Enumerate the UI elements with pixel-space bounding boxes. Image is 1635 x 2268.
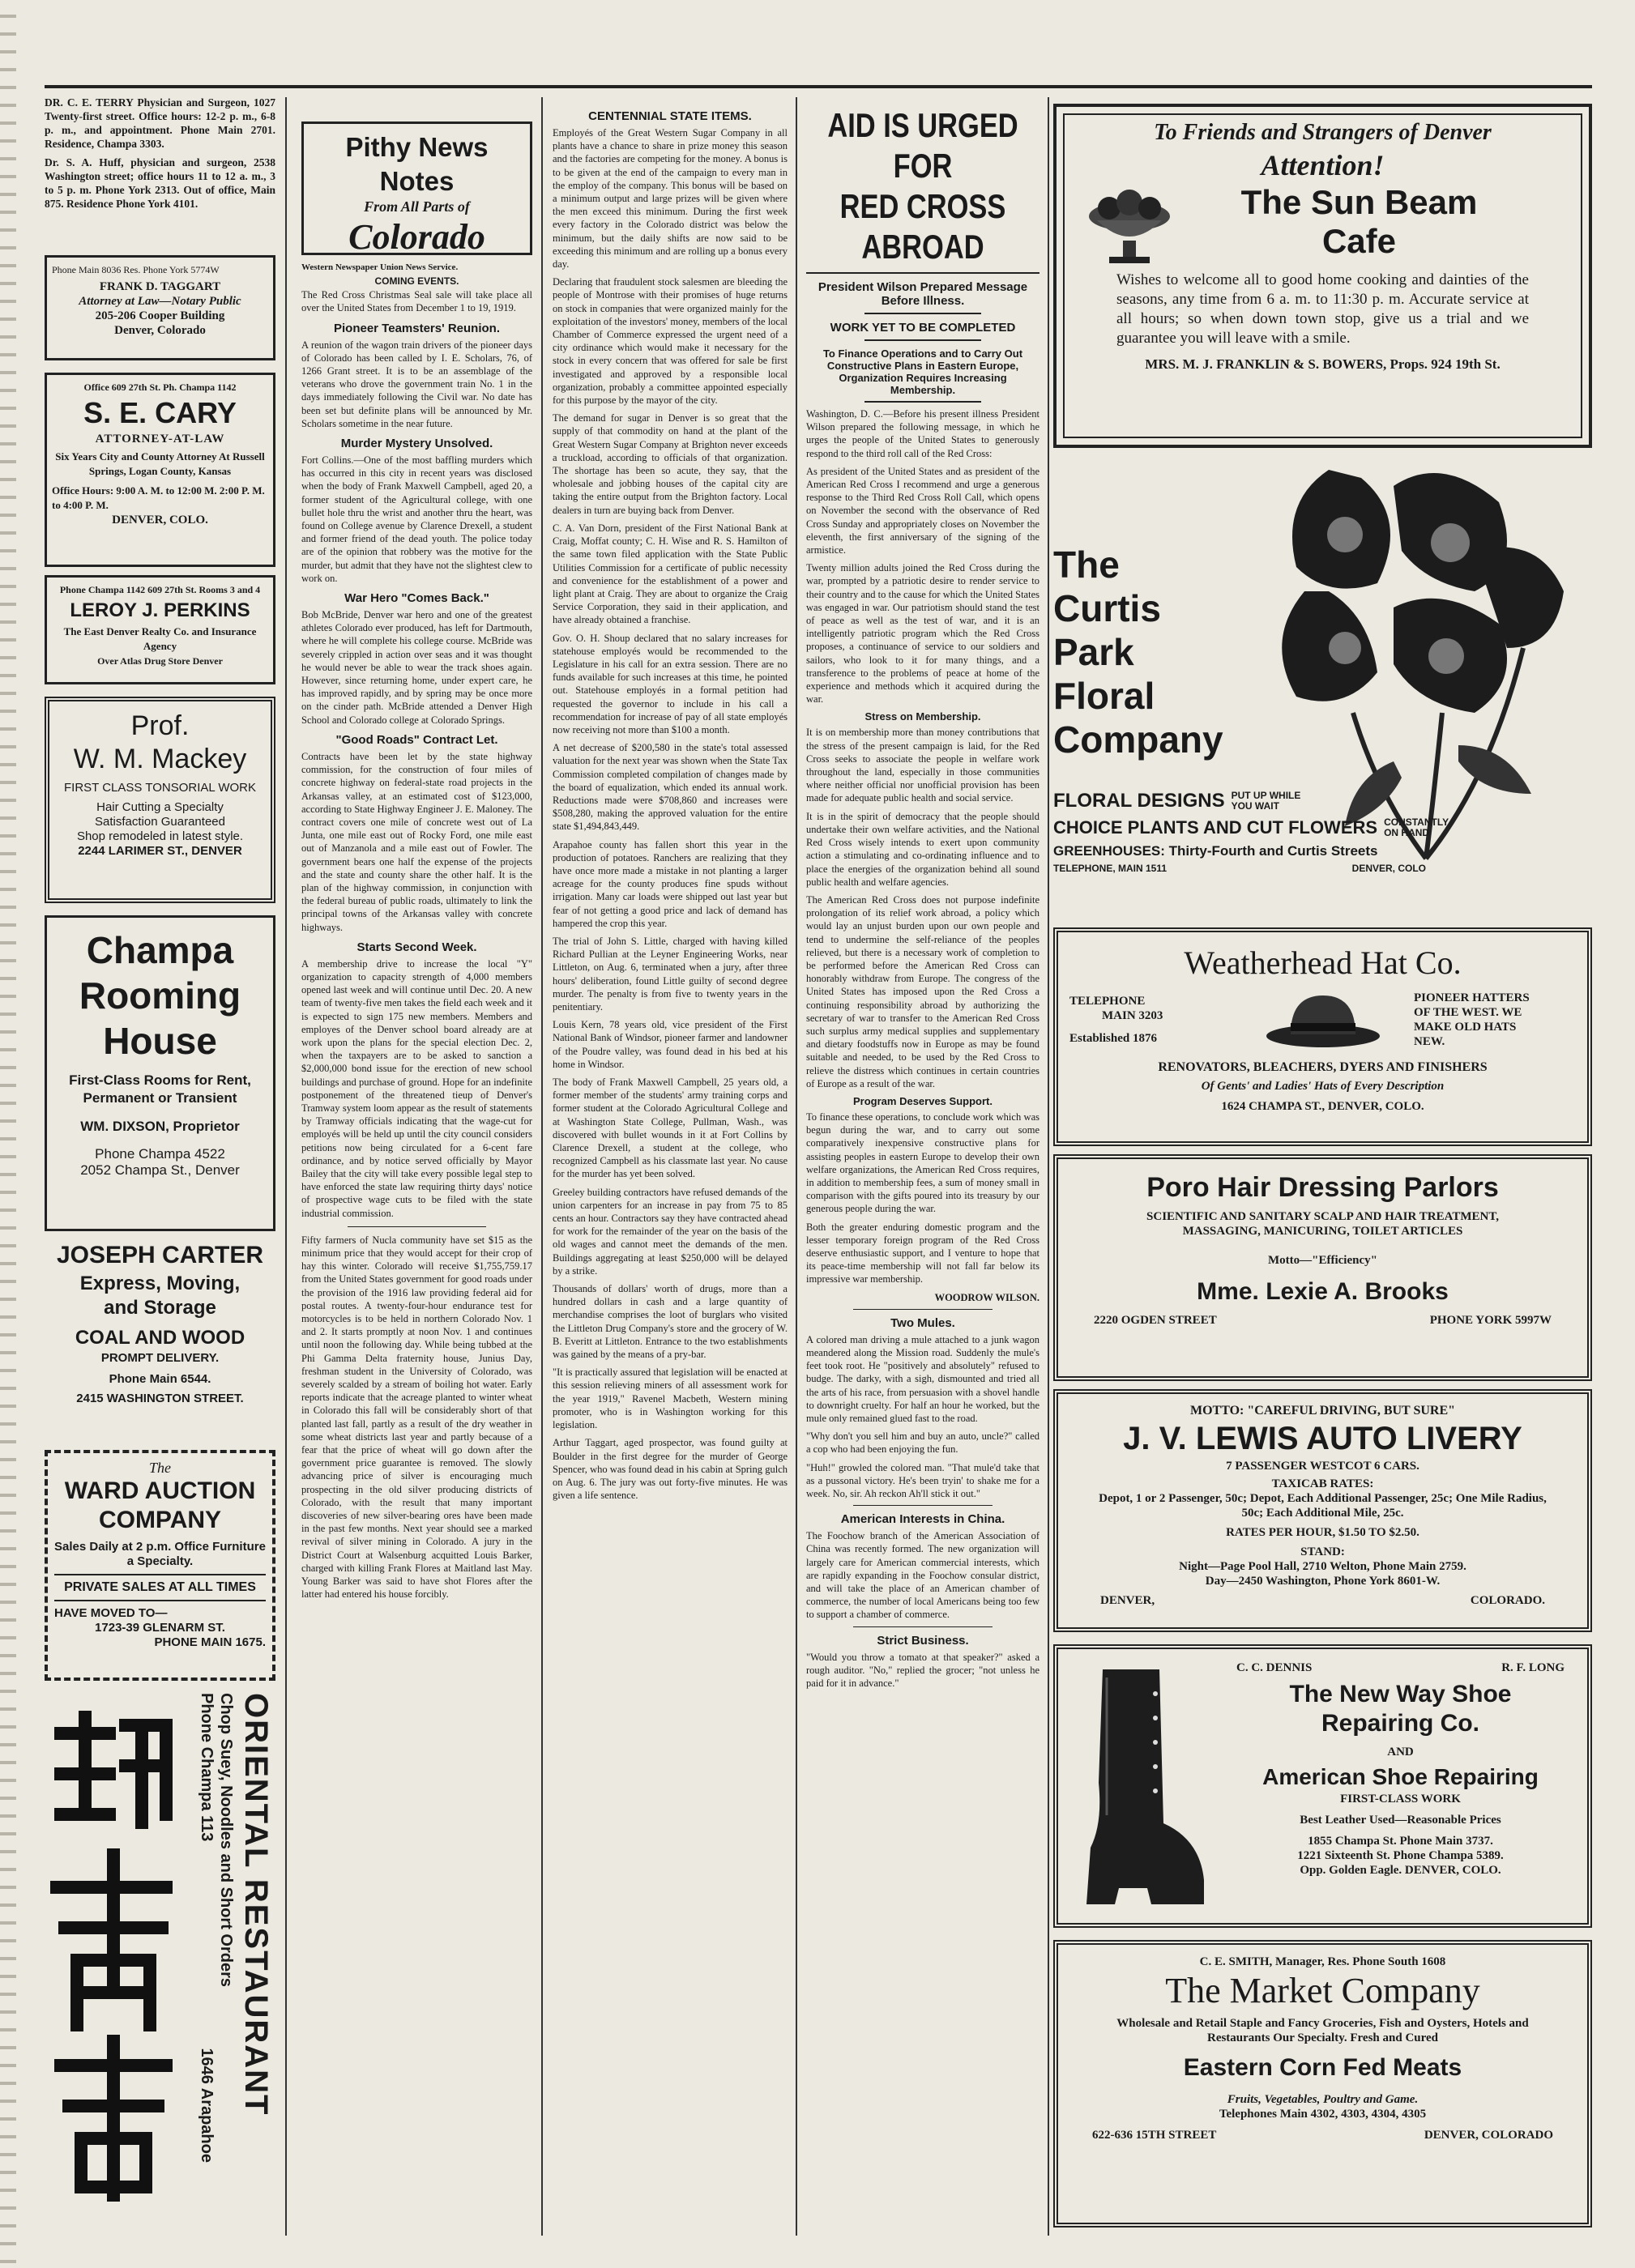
weatherhead-tel2: MAIN 3203	[1102, 1009, 1163, 1022]
story-divider	[348, 1226, 486, 1227]
story-divider	[853, 1309, 993, 1310]
weatherhead-hat-ad	[1053, 927, 1592, 1146]
lewis-l4: RATES PER HOUR, $1.50 TO $2.50.	[1226, 1526, 1419, 1539]
cary-city: DENVER, COLO.	[112, 514, 208, 526]
lewis-l5: STAND:	[1300, 1545, 1345, 1558]
weatherhead-est: Established 1876	[1069, 1032, 1157, 1045]
curtis-n3: Park	[1053, 631, 1134, 673]
ward-line2: PRIVATE SALES AT ALL TIMES	[64, 1580, 256, 1594]
shoe-text	[1220, 1660, 1581, 1878]
mackey-line1: FIRST CLASS TONSORIAL WORK	[64, 781, 256, 795]
lewis-city2: COLORADO.	[1470, 1594, 1545, 1607]
story-divider	[853, 1626, 993, 1627]
carter-line2: and Storage	[104, 1297, 216, 1319]
two-mules-p3: "Huh!" growled the colored man. "That mule'd take that as a pussonal victory. He's been tryin' to shake me for a week. No, sir. Ah reckon Ah'll stick it out."	[806, 1461, 1039, 1500]
weatherhead-r2: OF THE WEST. WE	[1414, 1006, 1522, 1019]
curtis-n4: Floral	[1053, 675, 1155, 717]
market-address: 622-636 15TH STREET	[1092, 2129, 1217, 2142]
curtis-n2: Curtis	[1053, 587, 1161, 629]
redcross-sub2: WORK YET TO BE COMPLETED	[830, 321, 1016, 335]
carter-card	[45, 1239, 275, 1438]
redcross-title2: RED CROSS ABROAD	[839, 187, 1006, 266]
centennial-p13: "It is practically assured that legislation will be enacted at this session relieving miners of all assessment work for the year 1919," Ravenel Macbeth, Western mining promoter, who is in Washington working for this legislation.	[553, 1366, 788, 1431]
shoe-name1: The New Way Shoe	[1289, 1681, 1512, 1707]
centennial-p7: Arapahoe county has fallen short this year in the production of potatoes. Ranchers are realizing that they have once more made a mistake in not planting a larger acreage for the county produces fine spuds without irrigation. Many car loads were shipped out last year but fear of not getting a good price and lack of demand has hampered the crop this year.	[553, 838, 788, 929]
weatherhead-l1: RENOVATORS, BLEACHERS, DYERS AND FINISHERS	[1158, 1060, 1488, 1074]
mackey-card	[45, 697, 275, 903]
market-l1: Wholesale and Retail Staple and Fancy Groceries, Fish and Oysters, Hotels and Restaurants Our Specialty. Fresh and Cured	[1116, 2017, 1529, 2044]
ward-line1: Sales Daily at 2 p.m. Office Furniture a Specialty.	[54, 1540, 266, 1568]
murder-story: Fort Collins.—One of the most baffling murders which has occurred in this city in recent years was disclosed when the body of Frank Maxwell Campbell, aged 20, a former student of the Agricultural college, with one bullet hole thru the wrist and another thru the heart, was found on College avenue by Clarence Drexell, a student and former friend of the dead youth. The police today are of the opinion that robbery was the motive for the murder, but admit that they have not the slightest clew to work on.	[301, 454, 532, 584]
curtis-n1: The	[1053, 544, 1120, 586]
market-l4: Telephones Main 4302, 4303, 4304, 4305	[1219, 2108, 1427, 2121]
centennial-p1: Employés of the Great Western Sugar Company in all plants have a chance to share in prize money this season and the factories are competing for the money. A bonus is to be given at the end of the campaign to every man in the employ of the company. This bonus will be based on a minimum output and large prizes will be given where the men exceed this minimum. During the first week every factory in the Colorado district was below the minimum, but the daily shifts are now said to be exceeding this minimum and are rolling up a bonus every day.	[553, 127, 788, 271]
war-hero-story: Bob McBride, Denver war hero and one of the greatest athletes Colorado ever produced, has left for Dartmouth, where he will complete his college course. McBride was severely crippled in action over seas and it was thought he would never be able to wear the track shoes again. However, since returning home, under expert care, he has improved rapidly, and by spring may be once more on the cinder path. McBride attended a Denver High School and Colorado college at Colorado Springs.	[301, 609, 532, 726]
market-l2: Eastern Corn Fed Meats	[1183, 2054, 1462, 2081]
poro-name: Poro Hair Dressing Parlors	[1146, 1172, 1499, 1203]
redcross-p5: It is in the spirit of democracy that the people should undertake their own welfare activities, and the National Red Cross wisely intends to exert upon community action a stimulating and co-ordinating influence and to place the energies of the organization behind all sound public health and welfare agencies.	[806, 810, 1039, 888]
column-rule	[796, 97, 797, 2236]
champa-address: 2052 Champa St., Denver	[80, 1162, 240, 1178]
centennial-p4: C. A. Van Dorn, president of the First National Bank at Craig, Moffat county; C. H. Wise and R. S. Hamilton of the same town filed application with the State Public Utilities Commission for a certificate of public necessity and convenience for the establishment of a power and light plant at Craig. They are about to organize the Craig Service Corporation, they said in their application, and have already obtained a franchise.	[553, 522, 788, 626]
lewis-l7: Day—2450 Washington, Phone York 8601-W.	[1205, 1575, 1441, 1588]
shoe-l1: FIRST-CLASS WORK	[1340, 1793, 1461, 1805]
redcross-p6: The American Red Cross does not purpose indefinite prolongation of its relief work abroad, a policy which would lay an unjust burden upon our own people and tend to undermine the self-reliance of the peoples relieved, but there is a necessary work of completion to be performed before the American Red Cross can honorably withdraw from Europe. The congress of the United States has imposed upon the Red Cross a continuing responsibility abroad by authorizing the secretary of war to transfer to the American Red Cross such surplus army medical supplies and supplementary and dietary foodstuffs now in Europe as may be found suitable and needed, to be used by the Red Cross to relieve the distress which continues in certain countries of Europe as a result of the war.	[806, 893, 1039, 1089]
news-service: Western Newspaper Union News Service.	[301, 262, 459, 272]
oriental-vertical-text	[154, 1693, 275, 2163]
centennial-p5: Gov. O. H. Shoup declared that no salary increases for statehouse employés would be recommended to the Legislature in his call for an extra session. There are no funds available for such increases at this time, he pointed out. Statehouse employés in a formal petition had requested the governor to include in his call a recommendation for increase of pay of all state employés now receiving not more than $100 a month.	[553, 632, 788, 735]
coming-events-head: COMING EVENTS.	[374, 275, 459, 288]
oriental-address: 1646 Arapahoe	[198, 2048, 216, 2163]
market-city: DENVER, COLORADO	[1424, 2129, 1553, 2142]
taggart-card	[45, 255, 275, 360]
mackey-line3: Satisfaction Guaranteed	[95, 815, 225, 829]
champa-rooming-card	[45, 915, 275, 1231]
redcross-sub3: To Finance Operations and to Carry Out Constructive Plans in Eastern Europe, Organization Requires Increasing Membership.	[822, 347, 1023, 396]
redcross-title	[827, 105, 1018, 267]
sunbeam-body: Wishes to welcome all to good home cooking and dainties of the seasons, any time from 6 a. m. to 11:30 p. m. Accurate service at all hours; so when down town stop, give us a trial and we guarantee you will leave with a smile.	[1116, 271, 1529, 347]
pithy-subtitle: From All Parts of	[364, 198, 470, 215]
champa-phone: Phone Champa 4522	[95, 1146, 225, 1162]
perkins-name: LEROY J. PERKINS	[70, 599, 250, 621]
centennial-p2: Declaring that fraudulent stock salesmen are bleeding the people of Montrose with their promises of huge returns on stock in companies that were organized mainly for the exploitation of the investors' money, members of the local Chamber of Commerce expressed the urgent need of a city ordinance which would make it necessary for the stock in every concern that was offered for sale be first investigated and approved by a responsible local organization, probably a committee appointed especially for this purpose by the mayor of the city.	[553, 276, 788, 407]
carter-line3: COAL AND WOOD	[75, 1327, 245, 1349]
mackey-line2: Hair Cutting a Specialty	[96, 800, 224, 814]
redcross-p1: Washington, D. C.—Before his present illness President Wilson prepared the following message, in which he urges the people of the United States to generously respond to the third roll call of the Red Cross:	[806, 408, 1039, 459]
column-rule	[1048, 97, 1049, 2236]
lewis-auto-livery-ad	[1053, 1389, 1592, 1632]
shoe-name3: American Shoe Repairing	[1262, 1764, 1539, 1789]
weatherhead-r3: MAKE OLD HATS	[1414, 1021, 1517, 1034]
carter-phone: Phone Main 6544.	[109, 1372, 211, 1386]
new-way-shoe-ad	[1053, 1644, 1592, 1928]
two-mules-p2: "Why don't you sell him and buy an auto, uncle?" called a cop who had been enjoying the fun.	[806, 1430, 1039, 1456]
shoe-address3: Opp. Golden Eagle. DENVER, COLO.	[1300, 1864, 1501, 1877]
program-head: Program Deserves Support.	[853, 1094, 993, 1107]
centennial-p12: Thousands of dollars' worth of drugs, more than a hundred dollars in cash and a large quantity of merchandise comprises the loot of burglars who visited the Littleton Drug Company's store and the grocery of W. B. Everitt at Littleton. Entrance to the two establishments was gained by the means of a pry-bar.	[553, 1283, 788, 1361]
curtis-city: DENVER, COLO	[1351, 863, 1426, 874]
shoe-address1: 1855 Champa St. Phone Main 3737.	[1308, 1835, 1493, 1848]
redcross-p7: To finance these operations, to conclude work which was begun during the war, and to carry out some comparatively inexpensive constructive plans for assisting peoples in eastern Europe to develop their own welfare organizations, the American Red Cross requires, in addition to membership fees, a sum of money small in comparison with the gifts poured into its treasury by our generous people during the war.	[806, 1111, 1039, 1215]
good-roads-story: Contracts have been let by the state highway commission, for the construction of four miles of concrete highway on federal-state road projects in the Arkansas valley, at an estimated cost of $123,000, according to State Highway Engineer J. E. Maloney. The contract covers one mile of concrete west out of La Junta, one mile east out of Rocky Ford, one mile east out of Manzanola and a mile east out of Fowler. The government bears one half the expense of the projects and the state and county share the other half. It is the plan of the highway commission, in conjunction with the federal bureau of public roads, ultimately to link the principal towns of the Arkansas valley with concrete highways.	[301, 750, 532, 933]
carter-name: JOSEPH CARTER	[56, 1242, 264, 1268]
lewis-l6: Night—Page Pool Hall, 2710 Welton, Phone Main 2759.	[1179, 1560, 1466, 1573]
centennial-title: CENTENNIAL STATE ITEMS.	[588, 109, 752, 123]
curtis-l1b: PUT UP WHILE YOU WAIT	[1231, 790, 1301, 812]
market-top: C. E. SMITH, Manager, Res. Phone South 1608	[1199, 1955, 1446, 1968]
centennial-p14: Arthur Taggart, aged prospector, was found guilty at Boulder in the first degree for the murder of George Spencer, who was found dead in his cabin at Spring gulch on Aug. 6. The jury was out forty-five minutes. He was given a life sentence.	[553, 1437, 788, 1502]
pithy-title: Pithy News Notes	[345, 132, 489, 196]
ward-address: 1723-39 GLENARM ST.	[95, 1621, 225, 1635]
murder-head: Murder Mystery Unsolved.	[340, 437, 493, 451]
membership-head: Stress on Membership.	[864, 710, 981, 723]
lewis-name: J. V. LEWIS AUTO LIVERY	[1123, 1421, 1522, 1456]
curtis-n5: Company	[1053, 718, 1223, 761]
terry-card: DR. C. E. TERRY Physician and Surgeon, 1027 Twenty-first street. Office hours: 12-2 p. m., 6-8 p. m., and appointment. Phone Main 2701. Residence, Champa 3303.	[45, 96, 275, 150]
curtis-l1: FLORAL DESIGNS	[1053, 790, 1225, 812]
shoe-owner1: C. C. DENNIS	[1236, 1661, 1313, 1674]
ward-line3: HAVE MOVED TO—	[54, 1606, 168, 1620]
weatherhead-r4: NEW.	[1414, 1035, 1445, 1048]
ward-phone: PHONE MAIN 1675.	[154, 1635, 266, 1649]
oriental-restaurant-ad	[45, 1693, 275, 2228]
weatherhead-l2: Of Gents' and Ladies' Hats of Every Description	[1201, 1080, 1445, 1093]
curtis-details	[1053, 790, 1449, 874]
story-divider	[864, 401, 981, 403]
redcross-p4: It is on membership more than money contributions that the stress of the present campaign is laid, for the Red Cross seeks to associate the people in welfare work throughout the land, especially in those communities where neither official nor unofficial provision has been made for adequate public health and social service.	[806, 727, 1039, 804]
column-centennial-items	[553, 109, 788, 2232]
weatherhead-address: 1624 CHAMPA ST., DENVER, COLO.	[1221, 1100, 1424, 1113]
cary-title: ATTORNEY-AT-LAW	[95, 433, 225, 446]
column-red-cross	[806, 105, 1039, 2228]
curtis-l3: GREENHOUSES: Thirty-Fourth and Curtis Streets	[1053, 843, 1378, 859]
strict-business-head: Strict Business.	[877, 1633, 969, 1648]
taggart-line1: Attorney at Law—Notary Public	[79, 295, 241, 308]
poro-owner: Mme. Lexie A. Brooks	[1197, 1278, 1449, 1305]
redcross-sub1: President Wilson Prepared Message Before Illness.	[818, 280, 1028, 308]
market-l3: Fruits, Vegetables, Poultry and Game.	[1227, 2093, 1419, 2106]
lewis-city1: DENVER,	[1100, 1594, 1155, 1607]
hat-icon	[1262, 987, 1384, 1052]
poro-l2: MASSAGING, MANICURING, TOILET ARTICLES	[1182, 1225, 1463, 1238]
curtis-l2: CHOICE PLANTS AND CUT FLOWERS	[1053, 817, 1378, 838]
oriental-line1: Chop Suey, Noodles and Short Orders	[217, 1693, 235, 1988]
mackey-line4: Shop remodeled in latest style.	[76, 829, 244, 843]
cary-hours: Office Hours: 9:00 A. M. to 12:00 M. 2:00 P. M. to 4:00 P. M.	[52, 484, 265, 511]
story-divider	[806, 272, 1039, 274]
curtis-l2b: CONSTANTLY ON HAND	[1384, 816, 1449, 838]
curtis-park-floral-ad	[1053, 454, 1592, 915]
lewis-motto: MOTTO: "CAREFUL DRIVING, BUT SURE"	[1190, 1404, 1455, 1418]
ward-name1: WARD AUCTION	[64, 1477, 256, 1504]
header-rule	[45, 85, 1592, 88]
poro-l1: SCIENTIFIC AND SANITARY SCALP AND HAIR TREATMENT,	[1146, 1210, 1499, 1223]
two-mules-p1: A colored man driving a mule attached to a junk wagon meandered along the Mission road. Suddenly the mule's feet took root. He "positively and absolutely" refused to budge. The darky, with a sigh, dismounted and tried all the arts of his race, from persuasion with a shovel handle to downright cruelty. For half an hour he worked, but the mule only remained glued fast to the road.	[806, 1333, 1039, 1425]
poro-motto: Motto—"Efficiency"	[1268, 1254, 1377, 1267]
champa-prop: WM. DIXSON, Proprietor	[80, 1119, 240, 1134]
second-week-story: A membership drive to increase the local "Y" organization to capacity strength of 4,000 members opened last week and will continue until Dec. 20. A new team of twenty-five men takes the field each week and it is expected to sign 175 new members. Members and employes of the Denver school board already are at work upon the plans for the special election Dec. 2, when the taxpayers are to be asked to sanction a $2,000,000 bond issue for the erection of new school buildings and purchase of ground. Hope for an indefinite postponement of the threatened tieup of Denver's Tramway system loom appear as the result of statements by Tramway officials indicating that the wage-cut for employés will be held up until the city council considers petitions now being circulated for a 6-cent fare ordinance, and by notice served officially by Mayor Bailey that the city will take every possible legal step to have enforced the state law requiring thirty days' notice of prospective wage cuts to be filed with the state industrial commission.	[301, 957, 532, 1219]
cary-name: S. E. CARY	[83, 396, 237, 429]
oriental-phone: Phone Champa 113	[198, 1693, 216, 1842]
weatherhead-r1: PIONEER HATTERS	[1414, 991, 1530, 1004]
market-company-ad	[1053, 1940, 1592, 2228]
mackey-title: Prof.	[130, 710, 190, 741]
column-rule	[285, 97, 287, 2236]
ward-name2: COMPANY	[98, 1507, 222, 1533]
market-name: The Market Company	[1165, 1971, 1480, 2010]
two-mules-head: Two Mules.	[890, 1315, 955, 1330]
perkins-line2: Over Atlas Drug Store Denver	[97, 655, 223, 667]
pithy-news-header	[301, 122, 532, 255]
taggart-phones: Phone Main 8036 Res. Phone York 5774W	[52, 264, 220, 275]
sunbeam-line2: Attention!	[1261, 149, 1385, 181]
champa-name2: Rooming	[79, 974, 241, 1017]
binding-edge	[0, 0, 16, 2268]
column-rule	[541, 97, 543, 2236]
china-head: American Interests in China.	[840, 1512, 1005, 1527]
taggart-line3: Denver, Colorado	[114, 324, 206, 337]
ward-auction-card	[45, 1450, 275, 1681]
curtis-name-block	[1053, 543, 1264, 761]
sunbeam-props: MRS. M. J. FRANKLIN & S. BOWERS, Props. 924 19th St.	[1145, 356, 1501, 372]
good-roads-head: "Good Roads" Contract Let.	[335, 732, 498, 747]
centennial-p10: The body of Frank Maxwell Campbell, 25 years old, a former member of the students' army training corps and former student at the Colorado Agricultural College and at Washington State College, Pullman, Wash., was discovered with bullet wounds in it at Fort Collins by Clarence Drexell, a student at the college, who recognized Campbell as his classmate last year. No cause for the murder has yet been solved.	[553, 1076, 788, 1180]
champa-name1: Champa	[86, 929, 234, 971]
redcross-p3: Twenty million adults joined the Red Cross during the war, prompted by a patriotic desire to render service to their country and to the cause for which the United States was engaged in war. Our patriotism should stand the test of peace as well as the test of war, and it is an intelligently patriotic program which the Red Cross proposes, a continuance of service to our soldiers and sailors, who look to it for many things, and a transference to the problems of peace at home of the experience and methods which it acquired during the war.	[806, 562, 1039, 706]
perkins-line1: The East Denver Realty Co. and Insurance Agency	[63, 625, 257, 652]
briefs-story: Fifty farmers of Nucla community have set $15 as the minimum price that they would accept for their crop of hay this winter. Colorado will receive $1,755,759.17 from the United States government for good roads under the provision of the 1916 law providing federal aid for postal routes. A twenty-four-hour endurance test for motorcycles is to be held in northern Colorado Nov. 1 and 2. It starts promptly at noon Nov. 1 and continues until noon the following day. While being tubbed at the Phi Gamma Delta fraternity house, Junius Day, freshman student in the University of Colorado, was severely scalded by a stream of boiling hot water. Early reports indicate that the acreage planted to winter wheat in Colorado this fall will be considerably short of that planted last fall, partly as a result of the dry weather in some wheat districts last year and partly because of a fear that the price of wheat will go down after the government price guarantee is removed. The slowly advancing price of silver is encouraging much prospecting in the old silver producing districts of Colorado, with the result that many important discoveries of new silver-bearing ores have been made in the past few months. Next year should see a marked revival of silver mining in Colorado. A jury in the District Court at Walsenburg acquitted Louis Barker, charged with killing Frank Flores at Maitland last May. Young Barker was said to have shot Flores after the latter had entered his house forcibly.	[301, 1234, 532, 1601]
poro-address: 2220 OGDEN STREET	[1094, 1314, 1217, 1327]
champa-name3: House	[103, 1020, 217, 1062]
centennial-p3: The demand for sugar in Denver is so great that the supply of that commodity on hand at the plant of the Great Western Sugar Company at Brighton never exceeds a truckload, according to officials of that organization. The shortage has been so acute, they say, that the wholesale and jobbing houses of the capital city are taking the entire output from the Brighton factory. Local dealers in turn are buying back from Denver.	[553, 412, 788, 516]
perkins-card	[45, 575, 275, 684]
sunbeam-cafe-ad	[1053, 104, 1592, 448]
centennial-p11: Greeley building contractors have refused demands of the union carpenters for an increase in pay from 75 to 85 cents an hour. Contractors say they have contracted ahead for work for the remainder of the year on the basis of the old wages and cannot meet the demands of the men. Buildings aggregating at least $250,000 will be delayed by a strike.	[553, 1186, 788, 1277]
ward-divider	[54, 1600, 266, 1601]
taggart-name: FRANK D. TAGGART	[99, 280, 221, 293]
ward-the: The	[149, 1460, 171, 1476]
lewis-l1: 7 PASSENGER WESTCOT 6 CARS.	[1226, 1460, 1419, 1473]
sunbeam-name2: Cafe	[1321, 222, 1397, 260]
mackey-name: W. M. Mackey	[73, 744, 247, 774]
champa-line1: First-Class Rooms for Rent, Permanent or Transient	[69, 1072, 251, 1106]
weatherhead-tel1: TELEPHONE	[1069, 995, 1146, 1008]
curtis-telephone: TELEPHONE, MAIN 1511	[1053, 863, 1168, 874]
story-divider	[864, 313, 981, 314]
pithy-colorado: Colorado	[348, 217, 485, 255]
mackey-address: 2244 LARIMER ST., DENVER	[78, 844, 242, 858]
second-week-head: Starts Second Week.	[356, 940, 477, 954]
boot-icon	[1070, 1661, 1208, 1921]
ward-divider	[54, 1574, 266, 1575]
redcross-title1: AID IS URGED FOR	[827, 106, 1018, 185]
pioneer-head: Pioneer Teamsters' Reunion.	[333, 321, 500, 335]
strict-business-story: "Would you throw a tomato at that speaker?" asked a rough auditor. "No," replied the grocer; "not unless he paid for it in advance."	[806, 1651, 1039, 1690]
weatherhead-name: Weatherhead Hat Co.	[1184, 944, 1462, 981]
cary-top: Office 609 27th St. Ph. Champa 1142	[83, 382, 237, 393]
taggart-line2: 205-206 Cooper Building	[95, 309, 225, 322]
poro-hair-ad	[1053, 1154, 1592, 1381]
story-divider	[864, 339, 981, 341]
centennial-p6: A net decrease of $200,580 in the state's total assessed valuation for the next year was shown when the State Tax Commission completed compilation of changes made by the board of equalization, which ended its annual work. Reductions made were $708,860 and increases were $508,280, making the approved valuation for the entire state $1,494,843,449.	[553, 742, 788, 833]
redcross-p2: As president of the United States and as president of the American Red Cross I recommend and urge a generous response to the Third Red Cross Roll Call, which opens on November the second with the observance of Red Cross Sunday and appropriately closes on November the eleventh, the first anniversary of the signing of the armistice.	[806, 465, 1039, 556]
wilson-signature: WOODROW WILSON.	[934, 1291, 1039, 1303]
perkins-top: Phone Champa 1142 609 27th St. Rooms 3 and 4	[59, 584, 261, 595]
shoe-address2: 1221 Sixteenth St. Phone Champa 5389.	[1297, 1849, 1504, 1862]
cary-card	[45, 373, 275, 567]
carter-address: 2415 WASHINGTON STREET.	[76, 1392, 244, 1405]
carter-line1: Express, Moving,	[79, 1273, 241, 1294]
china-story: The Foochow branch of the American Association of China was recently formed. The new organization will largely care for American commercial interests, which are rapidly expanding in the Foochow consular district, and will take the place of an American chamber of commerce, the number of local Americans being too few to support a chamber of commerce.	[806, 1530, 1039, 1621]
coming-events: The Red Cross Christmas Seal sale will take place all over the United States from December 1 to 19, 1919.	[301, 289, 532, 314]
shoe-name2: Repairing Co.	[1321, 1710, 1479, 1737]
lewis-l2: TAXICAB RATES:	[1271, 1477, 1374, 1490]
centennial-p8: The trial of John S. Little, charged with having killed Richard Pullian at the Leyner Engineering Works, near Littleton, on Aug. 6, terminated when a jury, after three hours' deliberation, found Little guilty of second degree murder. The penalty is from five to twenty years in the penitentiary.	[553, 935, 788, 1013]
cary-line1: Six Years City and County Attorney At Russell Springs, Logan County, Kansas	[55, 450, 265, 477]
huff-card: Dr. S. A. Huff, physician and surgeon, 2538 Washington street; office hours 11 to 12 a. m., 3 to 5 p. m. Phone York 2313. Out of office, Main 875. Residence Phone York 4101.	[45, 156, 275, 210]
redcross-p8: Both the greater enduring domestic program and the lesser temporary foreign program of the Red Cross deserve enthusiastic support, and I venture to hope that its peace-time membership will not fall far below its impressive war membership.	[806, 1221, 1039, 1285]
sunbeam-name1: The Sun Beam	[1240, 183, 1478, 221]
shoe-and: AND	[1387, 1746, 1414, 1759]
centennial-p9: Louis Kern, 78 years old, vice president of the First National Bank of Windsor, pioneer farmer and landowner of the Poudre valley, was found dead in his bed at his home in Windsor.	[553, 1019, 788, 1070]
lewis-l3: Depot, 1 or 2 Passenger, 50c; Depot, Each Additional Passenger, 25c; One Mile Radius, 50c; Each Additional Mile, 25c.	[1099, 1492, 1547, 1520]
oriental-name: ORIENTAL RESTAURANT	[238, 1693, 274, 2117]
column-pithy-news	[301, 261, 532, 2229]
carter-line4: PROMPT DELIVERY.	[100, 1351, 220, 1365]
sunbeam-line1: To Friends and Strangers of Denver	[1154, 120, 1492, 145]
pioneer-story: A reunion of the wagon train drivers of the pioneer days of Colorado has been called by I. E. Scholars, 76, of 1266 Grant street. It is to be an assemblage of the veterans who drove the government train No. 1 in the days immediately following the Civil war. No date has been set but definite plans will be announced by Mr. Scholars sometime in the near future.	[301, 339, 532, 429]
story-divider	[853, 1505, 993, 1506]
shoe-owner2: R. F. LONG	[1501, 1661, 1565, 1674]
poro-phone: PHONE YORK 5997W	[1429, 1314, 1552, 1327]
shoe-l2: Best Leather Used—Reasonable Prices	[1300, 1814, 1501, 1827]
war-hero-head: War Hero "Comes Back."	[344, 591, 489, 606]
